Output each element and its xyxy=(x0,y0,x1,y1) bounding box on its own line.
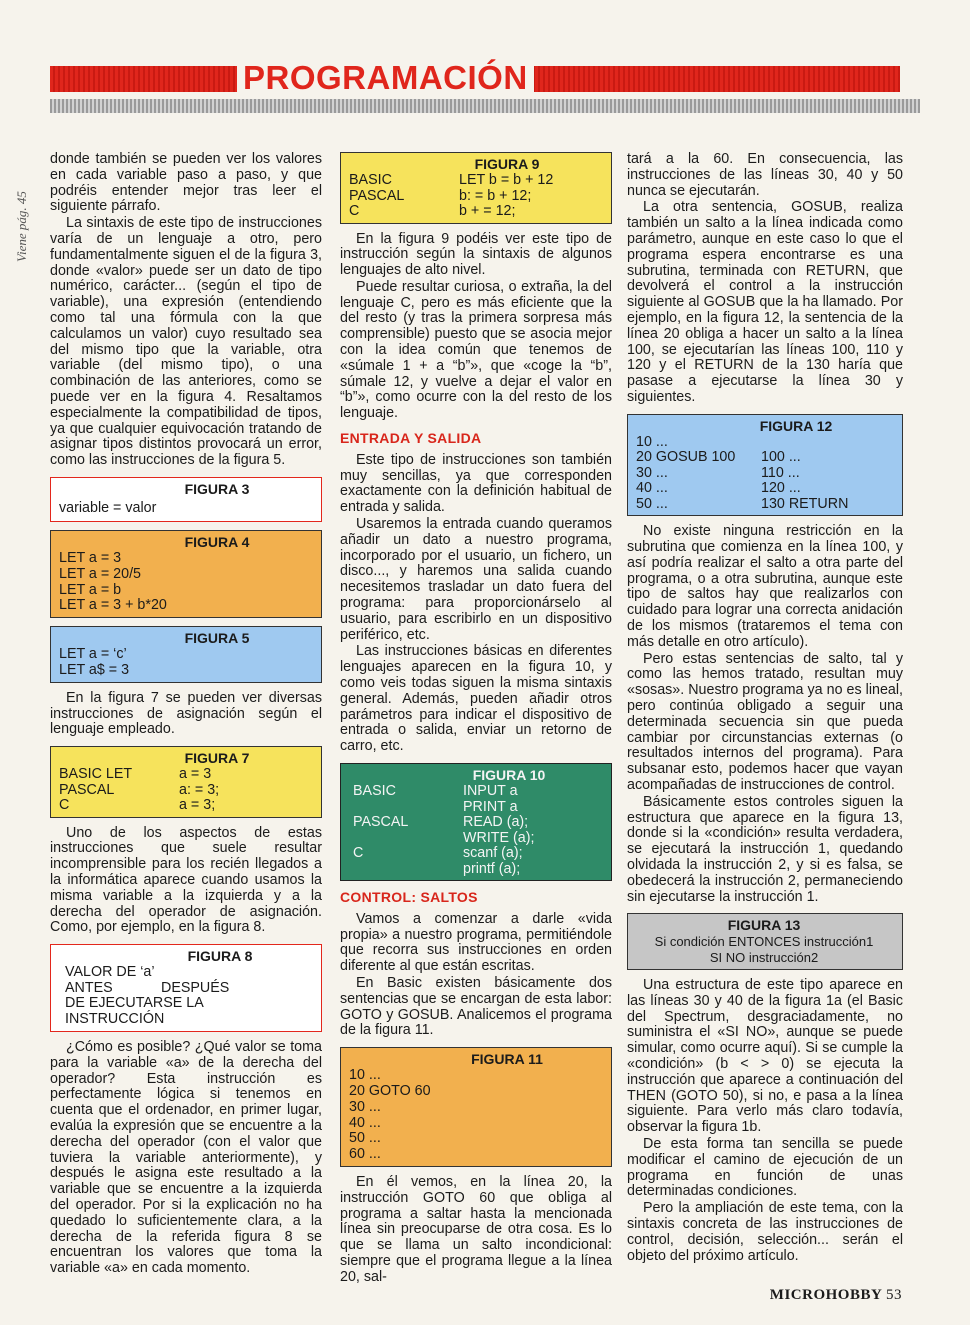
figure-line: SI NO instrucción2 xyxy=(709,950,819,966)
paragraph: Este tipo de instrucciones son también muy sencillas, ya que corresponden exactamente con la definición habitual de entrada y salida. xyxy=(340,451,612,516)
code-line: LET a = 20/5 xyxy=(59,565,142,582)
page-number: 53 xyxy=(886,1287,902,1303)
figure-8 xyxy=(50,944,322,1032)
code-line: 40 ... xyxy=(349,1114,381,1131)
column-2 xyxy=(340,152,612,1287)
lang-label xyxy=(353,831,463,847)
code-value: a = 3; xyxy=(179,797,216,814)
paragraph: En Basic existen básicamente dos sentencias que se encargan de esta labor: GOTO y GOSUB. Analicemos el programa de la figura 11. xyxy=(340,974,612,1039)
figure-9 xyxy=(340,152,612,224)
figure-12 xyxy=(627,414,903,517)
lang-label: PASCAL xyxy=(349,187,405,204)
paragraph: ¿Cómo es posible? ¿Qué valor se toma para la variable «a» de la derecha del operador? Esta instrucción es perfectamente lógica si tenemos en cuenta que el ordenador, en primer lugar, evalúa la expresión que se encuentre a la derecha del operador (con el valor que tuviera la variable anteriormente), y después le asigna este resultado a la variable que se encuentre a la izquierda del operador. Por si la explicación no ha quedado lo suficientemente clara, a la derecha de la referida figura 8 se encuentran los valores que toma la variable «a» en cada momento. xyxy=(50,1039,322,1277)
lang-label: BASIC LET xyxy=(59,766,133,783)
figure-title: FIGURA 7 xyxy=(184,750,250,767)
code-right: 130 RETURN xyxy=(761,495,849,512)
figure-13 xyxy=(627,913,903,970)
code-value: PRINT a xyxy=(463,798,518,815)
magazine-name: MICROHOBBY xyxy=(769,1287,882,1303)
paragraph: Una estructura de este tipo aparece en las líneas 30 y 40 de la figura 1a (el Basic del Spectrum, desgraciadamente, no suministra el «SI NO», aunque se puede simular, como ocurre aquí). Si se cumple la «condición» (b < > 0) se ejecuta la instrucción que aparece a continuación del THEN (GOTO 50), si no, e pasa a la línea siguiente. Para verlo más claro todavía, observar la figura 1b. xyxy=(627,976,903,1136)
paragraph: Pero la ampliación de este tema, con la sintaxis concreta de las instrucciones de control, decisión, selección... serán el objeto del próximo artículo. xyxy=(627,1200,903,1264)
paragraph: En la figura 7 se pueden ver diversas instrucciones de asignación según el lenguaje empleado. xyxy=(50,689,322,738)
paragraph: La sintaxis de este tipo de instrucciones varía de un lenguaje a otro, pero fundamentalmente siguen el de la figura 3, donde «valor» puede ser un dato de tipo numérico, carácter... (según el tipo de variable), una expresión (entendiendo como tal una fórmula con la que calculamos un valor) cuyo resultado sea del mismo tipo que la variable, otra variable (del mismo tipo), o una combinación de las anteriores, como se puede ver en la figura 4. Resaltamos especialmente la compatibilidad de tipos, ya que cualquier equivocación tratando de asignar tipos distintos provocará un error, como las instrucciones de la figura 5. xyxy=(50,215,322,469)
code-right: 120 ... xyxy=(761,480,801,497)
code-line: 30 ... xyxy=(349,1098,381,1115)
paragraph: Las instrucciones básicas en diferentes lenguajes aparecen en la figura 10, y como veis todas siguen la misma sintaxis general. Además, pueden añadir otros parámetros para indicar el dispositivo de entrada o salida, enviar un retorno de carro, etc. xyxy=(340,643,612,755)
lang-label: PASCAL xyxy=(353,814,409,830)
paragraph: donde también se pueden ver los valores en cada variable paso a paso, y que podréis entender mejor tras leer el siguiente párrafo. xyxy=(50,151,322,215)
code-line: LET a = b xyxy=(59,581,122,598)
figure-title: FIGURA 11 xyxy=(471,1051,543,1068)
lang-label: C xyxy=(349,203,360,219)
figure-3 xyxy=(50,477,322,522)
code-line: LET a$ = 3 xyxy=(59,661,130,678)
figure-title: FIGURA 4 xyxy=(184,533,250,550)
paragraph: Uno de los aspectos de estas instrucciones que suele resultar incomprensible para los recién llegados a la informática aparece cuando usamos la misma variable a la izquierda y a la derecha del operador de asignación. Como, por ejemplo, en la figura 8. xyxy=(50,824,322,936)
section-title: PROGRAMACIÓN xyxy=(237,58,534,98)
lang-label: PASCAL xyxy=(59,781,115,798)
code-left: 50 ... xyxy=(636,495,668,512)
continued-note: Viene pág. 45 xyxy=(14,191,29,262)
figure-title: FIGURA 3 xyxy=(184,480,250,497)
code-right: 100 ... xyxy=(761,449,801,466)
code-value: b: = b + 12; xyxy=(459,187,532,204)
figure-line: variable = valor xyxy=(59,499,157,516)
section-heading: ENTRADA Y SALIDA xyxy=(340,430,482,447)
paragraph: Puede resultar curiosa, o extraña, la del lenguaje C, pero es más eficiente que la del resto (y tras la primera sorpresa más comprensible) puesto que se asocia mejor con la idea común que tenemos de «súmale 1 + a “b”», que «coge la “b”, súmale 12, y vuelve a dejar el valor en “b”», como ocurre con la del resto de los lenguaje. xyxy=(340,278,612,422)
code-line: 10 ... xyxy=(349,1067,381,1084)
code-left: 30 ... xyxy=(636,464,668,481)
code-line: 60 ... xyxy=(349,1146,381,1163)
code-value: LET b = b + 12 xyxy=(459,172,554,188)
code-value: READ (a); xyxy=(463,814,529,830)
code-line: LET a = ‘c’ xyxy=(59,646,127,663)
code-right: 110 ... xyxy=(761,464,800,481)
figure-line: VALOR DE ‘a’ xyxy=(65,964,155,981)
figure-11 xyxy=(340,1047,612,1167)
figure-4 xyxy=(50,530,322,618)
code-value: b + = 12; xyxy=(459,203,516,219)
paragraph: De esta forma tan sencilla se puede modificar el camino de ejecución de un programa en función de unas determinadas condiciones. xyxy=(627,1135,903,1200)
figure-7 xyxy=(50,746,322,818)
figure-line: DESPUÉS xyxy=(161,979,230,996)
code-line: 20 GOTO 60 xyxy=(349,1082,431,1099)
paragraph: No existe ninguna restricción en la subrutina que comienza en la línea 100, y así podría realizar el salto a otra parte del programa, o a otra subrutina, aunque este tipo de saltos hay que realizarlos con cuidado para lograr una correcta anidación de los mismos (trataremos el tema con más detalle en otro artículo). xyxy=(627,523,903,650)
code-left: 40 ... xyxy=(636,480,668,497)
code-left: 10 ... xyxy=(636,433,668,450)
lang-label: C xyxy=(353,845,364,861)
figure-title: FIGURA 5 xyxy=(184,630,250,647)
code-line: 50 ... xyxy=(349,1130,381,1147)
figure-title: FIGURA 13 xyxy=(727,917,801,934)
paragraph: Pero estas sentencias de salto, tal y como las hemos tratado, resultan muy «sosas». Nuestro programa ya no es lineal, pero continúa obligado a seguir una determinada secuencia sin que pueda cambiar por circunstancias externas (o resultados internos del programa). Para subsanar esto, podemos hacer que vayan acompañadas de instrucciones de control. xyxy=(627,650,903,793)
code-line: LET a = 3 xyxy=(59,549,122,566)
code-value: INPUT a xyxy=(463,783,518,799)
figure-10 xyxy=(340,763,612,881)
paragraph: La otra sentencia, GOSUB, realiza también un salto a la línea indicada como parámetro, aunque en este caso lo que el programa espera encontrarse es una subrutina, terminada con RETURN, que devolverá el control a la instrucción siguiente al GOSUB que la ha llamado. Por ejemplo, en la figura 12, la sentencia de la línea 20 obliga a hacer un salto a la línea 100, se ejecutarían las líneas 100, 110 y 120 y el RETURN de la 130 haría que pasase a ejecutarse la línea 30 y siguientes. xyxy=(627,199,903,405)
paragraph: Usaremos la entrada cuando queramos añadir un dato a nuestro programa, incorporado por el usuario, un fichero, un disco..., y haremos una salida cuando necesitemos trasladar un dato fuera del programa: para proporcionárselo al usuario, para escribirlo en un dispositivo periférico, etc. xyxy=(340,516,612,643)
paragraph: En él vemos, en la línea 20, la instrucción GOTO 60 que obliga al programa a saltar hasta la mencionada línea sin preocuparse de otra cosa. Es lo que se llama un salto incondicional: siempre que el programa llegue a la línea 20, sal- xyxy=(340,1173,612,1285)
paragraph: Vamos a comenzar a darle «vida propia» a nuestro programa, permitiéndole que recorra sus instrucciones en orden diferente al que están escritas. xyxy=(340,910,612,975)
figure-title: FIGURA 10 xyxy=(472,767,546,783)
column-1 xyxy=(50,152,322,1278)
paragraph: En la figura 9 podéis ver este tipo de instrucción según la sintaxis de algunos lenguajes de alto nivel. xyxy=(340,230,612,279)
code-value: a = 3 xyxy=(179,766,212,783)
figure-title: FIGURA 12 xyxy=(759,417,833,434)
code-value: scanf (a); xyxy=(463,845,523,861)
code-value: a: = 3; xyxy=(179,781,220,798)
figure-line: ANTES xyxy=(65,979,113,996)
figure-line: Si condición ENTONCES instrucción1 xyxy=(654,934,874,950)
code-value: printf (a); xyxy=(463,860,521,877)
column-3 xyxy=(627,152,903,1265)
code-line: LET a = 3 + b*20 xyxy=(59,597,167,614)
lang-label xyxy=(353,862,463,878)
paragraph: Básicamente estos controles siguen la estructura que aparece en la figura 13, donde si la «condición» resulta verdadera, se ejecutará la instrucción 1, quedando olvidada la instrucción 2, y si es falsa, se obedecerá la instrucción 2, permaneciendo sin ejecutarse la instrucción 1. xyxy=(627,793,903,905)
section-heading: CONTROL: SALTOS xyxy=(340,889,478,905)
figure-title: FIGURA 8 xyxy=(187,948,253,965)
lang-label: BASIC xyxy=(349,172,392,188)
code-value: WRITE (a); xyxy=(463,829,535,846)
figure-title: FIGURA 9 xyxy=(474,156,540,172)
header-gray-bar xyxy=(50,99,920,113)
lang-label: C xyxy=(59,797,70,814)
lang-label xyxy=(353,800,463,816)
figure-line: DE EJECUTARSE LA xyxy=(65,995,204,1012)
paragraph: tará a la 60. En consecuencia, las instrucciones de las líneas 30, 40 y 50 nunca se ejecutarán. xyxy=(627,151,903,199)
page-footer xyxy=(770,1287,902,1304)
figure-5 xyxy=(50,626,322,683)
figure-line: INSTRUCCIÓN xyxy=(65,1011,165,1028)
lang-label: BASIC xyxy=(353,783,396,799)
code-left: 20 GOSUB 100 xyxy=(636,449,736,466)
